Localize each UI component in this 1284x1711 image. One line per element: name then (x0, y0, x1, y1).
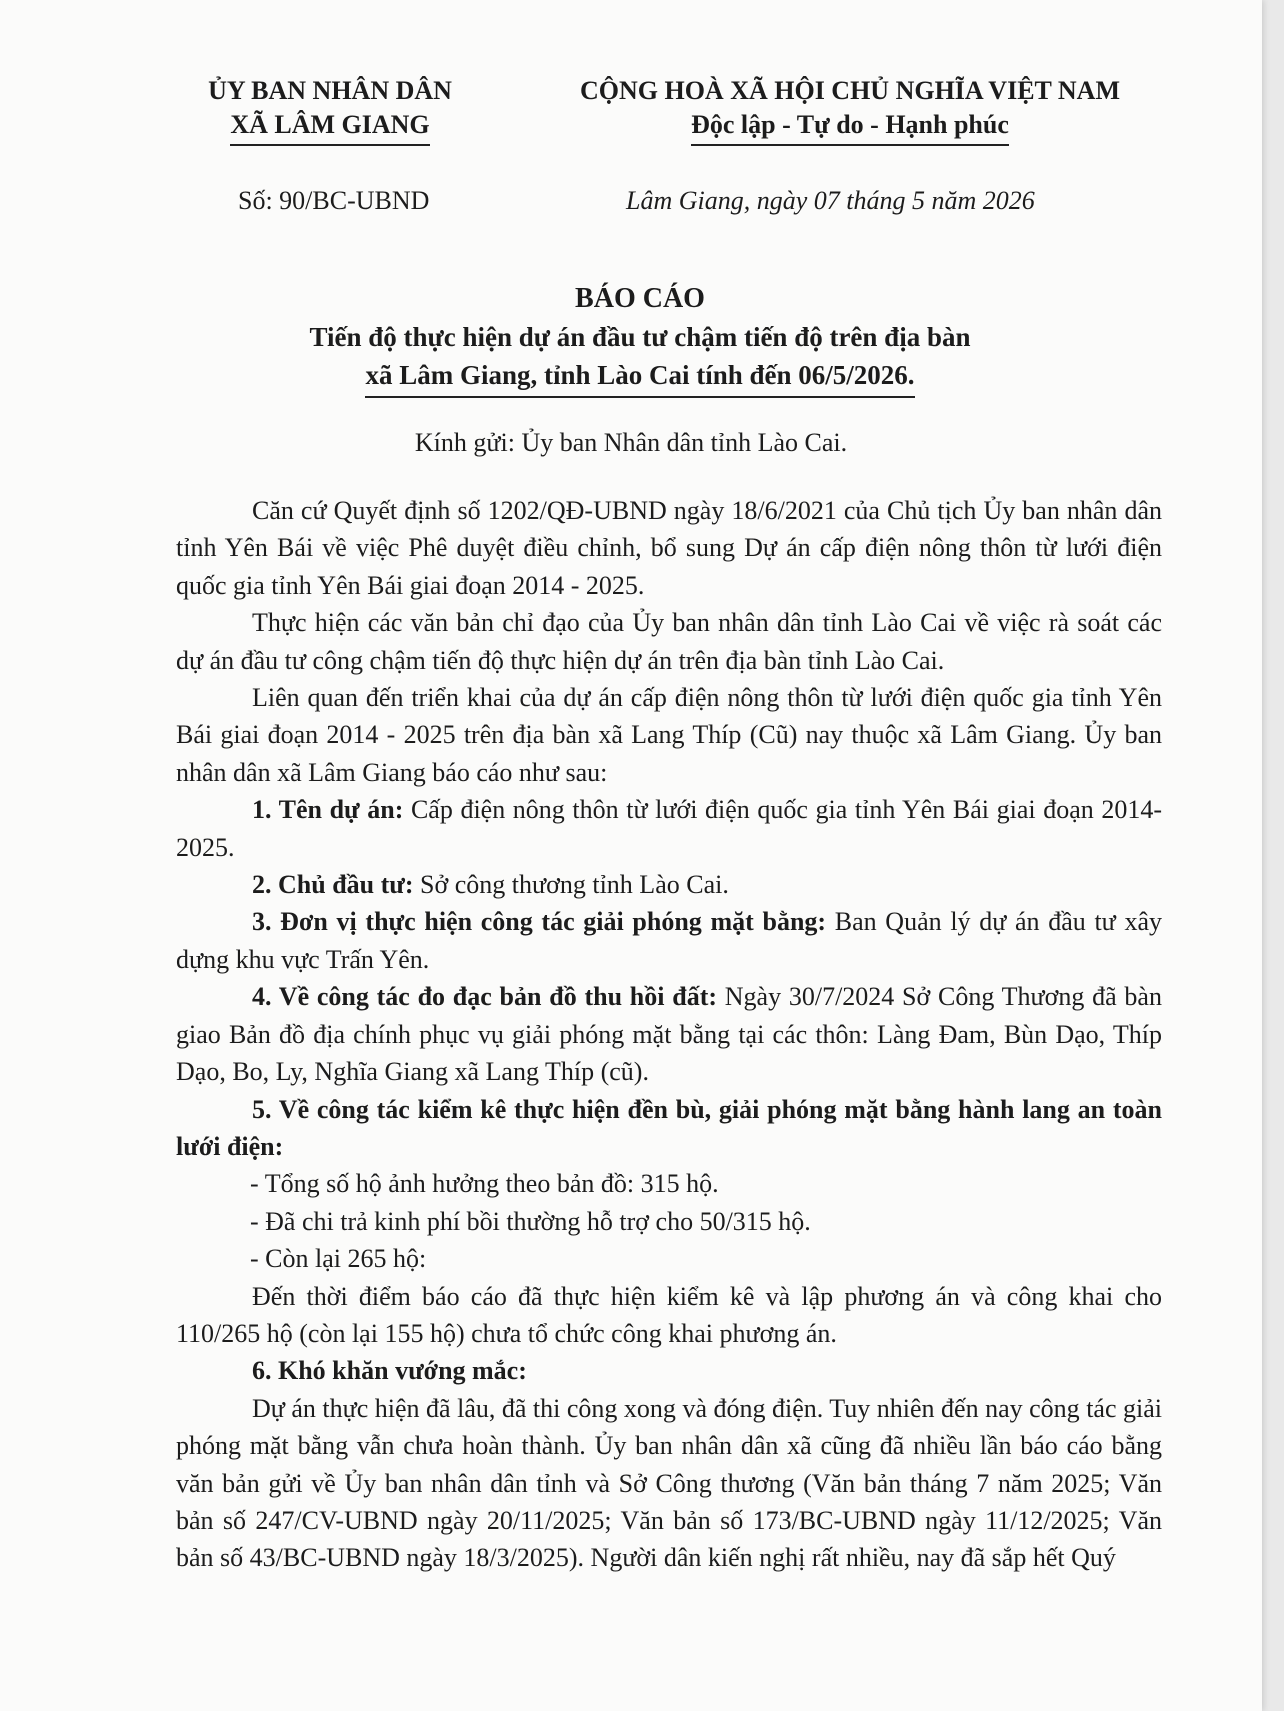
section-1-text: Cấp điện nông thôn từ lưới điện quốc gia tỉnh Yên Bái giai đoạn 2014-2025. (176, 795, 1162, 862)
nation-line-2: Độc lập - Tự do - Hạnh phúc (691, 108, 1009, 146)
title-main: BÁO CÁO (575, 283, 705, 314)
agency-line-2: XÃ LÂM GIANG (230, 108, 429, 146)
paragraph-inventory-status: Đến thời điểm báo cáo đã thực hiện kiểm kê và lập phương án và công khai cho 110/265 hộ (còn lại 155 hộ) chưa tổ chức công khai phương án. (176, 1281, 1162, 1348)
section-project-name (176, 791, 1162, 866)
paragraph-difficulties: Dự án thực hiện đã lâu, đã thi công xong và đóng điện. Tuy nhiên đến nay công tác giải phóng mặt bằng vẫn chưa hoàn thành. Ủy ban nhân dân xã cũng đã nhiều lần báo cáo bằng văn bản gửi về Ủy ban nhân dân tỉnh và Sở Công thương (Văn bản tháng 7 năm 2025; Văn bản số 247/CV-UBND ngày 20/11/2025; Văn bản số 173/BC-UBND ngày 11/12/2025; Văn bản số 43/BC-UBND ngày 18/3/2025). Người dân kiến nghị rất nhiều, nay đã sắp hết Quý (176, 1393, 1162, 1573)
section-clearance-unit (176, 903, 1162, 978)
section-6-label: 6. Khó khăn vướng mắc: (252, 1356, 527, 1386)
agency-line-1: ỦY BAN NHÂN DÂN (208, 76, 452, 105)
section-3-text: Ban Quản lý dự án đầu tư xây dựng khu vực Trấn Yên. (176, 907, 1162, 974)
issuing-agency (150, 74, 510, 146)
paragraph-basis: Căn cứ Quyết định số 1202/QĐ-UBND ngày 18/6/2021 của Chủ tịch Ủy ban nhân dân tỉnh Yên Bái về việc Phê duyệt điều chỉnh, bổ sung Dự án cấp điện nông thôn từ lưới điện quốc gia tỉnh Yên Bái giai đoạn 2014 - 2025. (176, 496, 1162, 600)
title-line-1: Tiến độ thực hiện dự án đầu tư chậm tiến độ trên địa bàn (309, 322, 971, 352)
section-1-label: 1. Tên dự án: (252, 795, 404, 825)
list-item: - Còn lại 265 hộ: (250, 1244, 427, 1274)
section-5-label: 5. Về công tác kiểm kê thực hiện đền bù, giải phóng mặt bằng hành lang an toàn lưới điện: (176, 1094, 1162, 1161)
section-3-label: 3. Đơn vị thực hiện công tác giải phóng mặt bằng: (252, 907, 827, 937)
section-compensation (176, 1091, 1162, 1166)
place-and-date: Lâm Giang, ngày 07 tháng 5 năm 2026 (626, 186, 1035, 215)
section-investor (176, 866, 1162, 903)
paragraph-context: Liên quan đến triển khai của dự án cấp điện nông thôn từ lưới điện quốc gia tỉnh Yên Bái giai đoạn 2014 - 2025 trên địa bàn xã Lang Thíp (Cũ) nay thuộc xã Lâm Giang. Ủy ban nhân dân xã Lâm Giang báo cáo như sau: (176, 683, 1162, 787)
recipient-line: Kính gửi: Ủy ban Nhân dân tỉnh Lào Cai. (414, 428, 848, 457)
section-4-text: Ngày 30/7/2024 Sở Công Thương đã bàn giao Bản đồ địa chính phục vụ giải phóng mặt bằng tại các thôn: Làng Đam, Bùn Dạo, Thíp Dạo, Bo, Ly, Nghĩa Giang xã Lang Thíp (cũ). (176, 982, 1162, 1087)
title-line-2: xã Lâm Giang, tỉnh Lào Cai tính đến 06/5/2026. (365, 356, 914, 398)
nation-line-1: CỘNG HOÀ XÃ HỘI CHỦ NGHĨA VIỆT NAM (579, 76, 1121, 105)
document-title (170, 280, 1110, 398)
section-difficulties (176, 1352, 1162, 1389)
section-4-label: 4. Về công tác đo đạc bản đồ thu hồi đất: (252, 982, 718, 1012)
section-land-survey (176, 978, 1162, 1090)
section-2-text: Sở công thương tỉnh Lào Cai. (413, 870, 729, 900)
section-2-label: 2. Chủ đầu tư: (252, 870, 414, 900)
paragraph-directive: Thực hiện các văn bản chỉ đạo của Ủy ban nhân dân tỉnh Lào Cai về việc rà soát các dự án đầu tư công chậm tiến độ thực hiện dự án trên địa bàn tỉnh Lào Cai. (176, 608, 1162, 675)
national-motto (530, 74, 1170, 146)
document-number: Số: 90/BC-UBND (238, 186, 430, 215)
document-body (176, 492, 1162, 1577)
list-item: - Đã chi trả kinh phí bồi thường hỗ trợ cho 50/315 hộ. (250, 1206, 811, 1236)
list-item: - Tổng số hộ ảnh hưởng theo bản đồ: 315 hộ. (250, 1169, 719, 1199)
